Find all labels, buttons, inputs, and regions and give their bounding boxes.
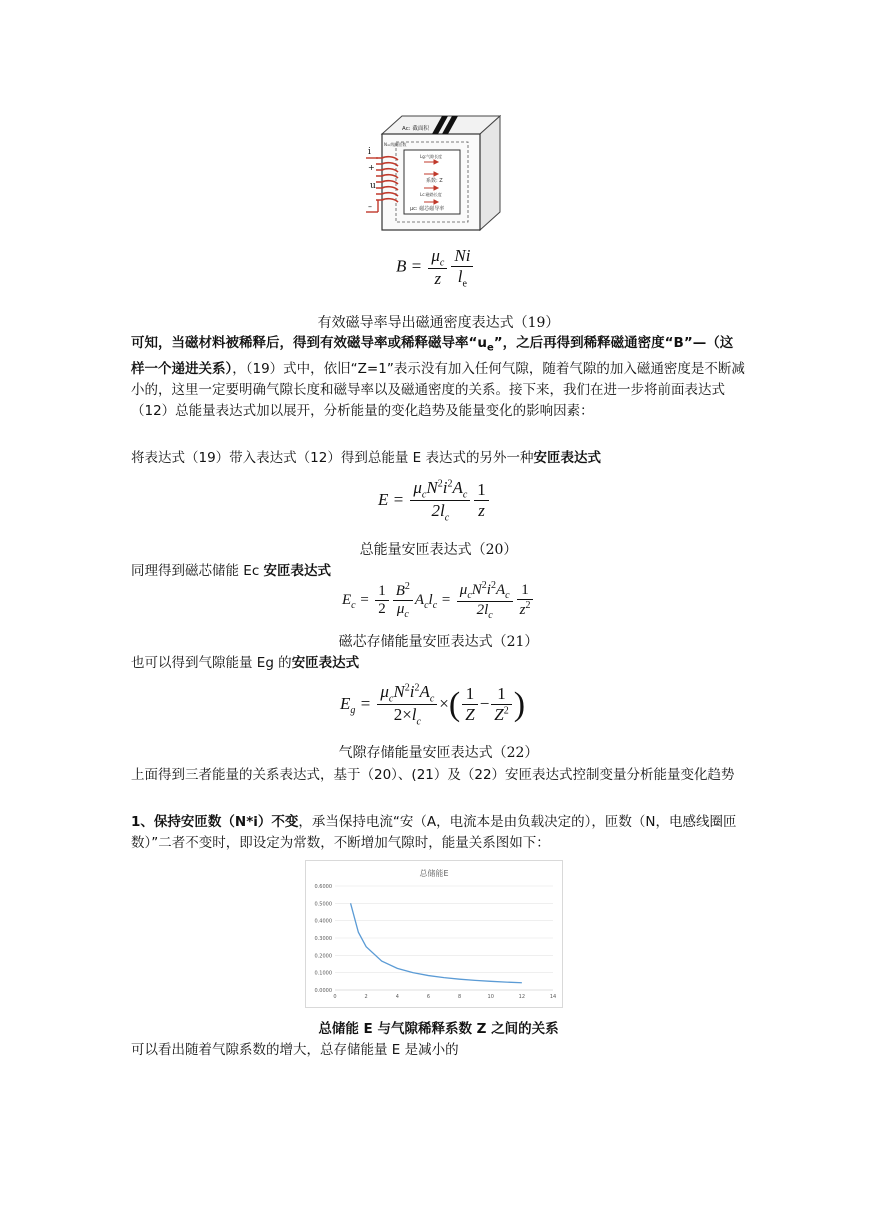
y-tick-label: 0.4000 [314,918,332,925]
para3-bold: 安匝表达式 [263,563,332,579]
x-tick-label: 0 [333,994,337,1000]
para1-bold: 可知，当磁材料被稀释后，得到有效磁导率或稀释磁导率“u [131,335,487,351]
path-label: Lc:磁路长度 [420,192,442,197]
para6-rest: ，承当保持电流“安（A，电流本是由负载决定的），匝数（N，电感线圈匝数）”二者不变时，即设定为常数，不断增加气隙时，能量关系图如下： [131,814,737,851]
para2-bold: 安匝表达式 [533,450,601,466]
x-tick-label: 2 [364,994,368,1000]
para4-bold: 安匝表达式 [291,655,360,671]
paragraph-4 [131,653,746,674]
paragraph-7: 可以看出随着气隙系数的增大，总存储能量 E 是减小的 [131,1042,459,1058]
y-tick-label: 0.6000 [314,884,332,890]
chart-frame [306,861,563,1008]
plus-sign: + [368,163,375,172]
coeff-label: 系数: Z [426,178,443,184]
current-label: i [368,147,371,157]
para4-text: 也可以得到气隙能量 Eg 的 [131,655,292,671]
para2-text: 将表达式（19）带入表达式（12）得到总能量 E 表达式的另外一种 [131,450,534,466]
y-tick-label: 0.0000 [314,988,332,994]
eq21-caption: 磁芯存储能量安匝表达式（21） [338,634,539,650]
minus-sign: – [368,202,372,211]
eq19-caption: 有效磁导率导出磁通密度表达式（19） [317,315,560,331]
x-tick-label: 4 [395,994,399,1000]
voltage-label: u [370,181,376,191]
coil-label: N=线圈匝数 [384,142,407,147]
y-tick-label: 0.3000 [314,936,332,942]
chart-caption: 总储能 E 与气隙稀释系数 Z 之间的关系 [318,1021,559,1037]
paragraph-2 [131,448,746,469]
paragraph-5: 上面得到三者能量的关系表达式，基于（20）、(21）及（22）安匝表达式控制变量分析能量变化趋势 [131,767,735,783]
para1-bold2: ”，之后再得到稀释磁通密度“B”—（这样一个递进关系） [131,335,734,377]
y-tick-label: 0.1000 [314,970,332,977]
equation-19: B = $\frac{\mu_c}{z}$ $\frac{Ni}{l_e}$ [396,246,475,289]
paragraph-6 [131,812,746,854]
x-tick-label: 14 [549,994,557,1000]
x-tick-label: 12 [518,994,526,1000]
gap-label: Lg:气隙长度 [420,154,443,159]
equation-22: $E_g$ = $\frac{\mu_cN^2i^2A_c}{2\times l_c}$ ×( $\frac{1}{Z}$ − $\frac{1}{Z^2}$ ) [340,682,526,728]
eq22-caption: 气隙存储能量安匝表达式（22） [338,745,539,761]
paragraph-1 [131,333,746,422]
magnetic-core-figure [366,112,501,232]
area-label: Aᴄ: 截面积 [402,126,429,132]
y-tick-label: 0.5000 [314,901,332,908]
eq20-caption: 总能量安匝表达式（20） [359,542,518,558]
para1-sub: e [486,342,494,354]
chart-title: 总储能E [419,869,449,878]
mu-label: μc: 磁芯磁导率 [410,206,445,212]
y-tick-label: 0.2000 [314,953,332,960]
equation-20: E = $\frac{\mu_cN^2i^2A_c}{2l_c}$ $\frac{1}{z}$ [378,478,491,524]
para3-text: 同理得到磁芯储能 Ec [131,563,264,579]
para1-rest: ，（19）式中，依旧“Z=1”表示没有加入任何气隙，随着气隙的加入磁通密度是不断减小的，这里一定要明确气隙长度和磁导率以及磁通密度的关系。接下来，我们在进一步将前面表达式（12）总能量表达式加以展开，分析能量的变化趋势及能量变化的影响因素： [131,360,745,419]
x-tick-label: 8 [457,994,462,1000]
energy-chart [305,860,563,1008]
x-tick-label: 10 [487,994,494,1000]
x-tick-label: 6 [426,994,431,1000]
paragraph-3 [131,561,746,582]
para6-bold: 1、保持安匝数（N*i）不变 [131,814,299,830]
equation-21: $E_c$ = $\frac{1}{2}$ $\frac{B^2}{\mu_c}$ $A_cl_c$ = $\frac{\mu_cN^2i^2A_c}{2l_c}$ $\frac{1}{z^2}$ [342,580,535,621]
